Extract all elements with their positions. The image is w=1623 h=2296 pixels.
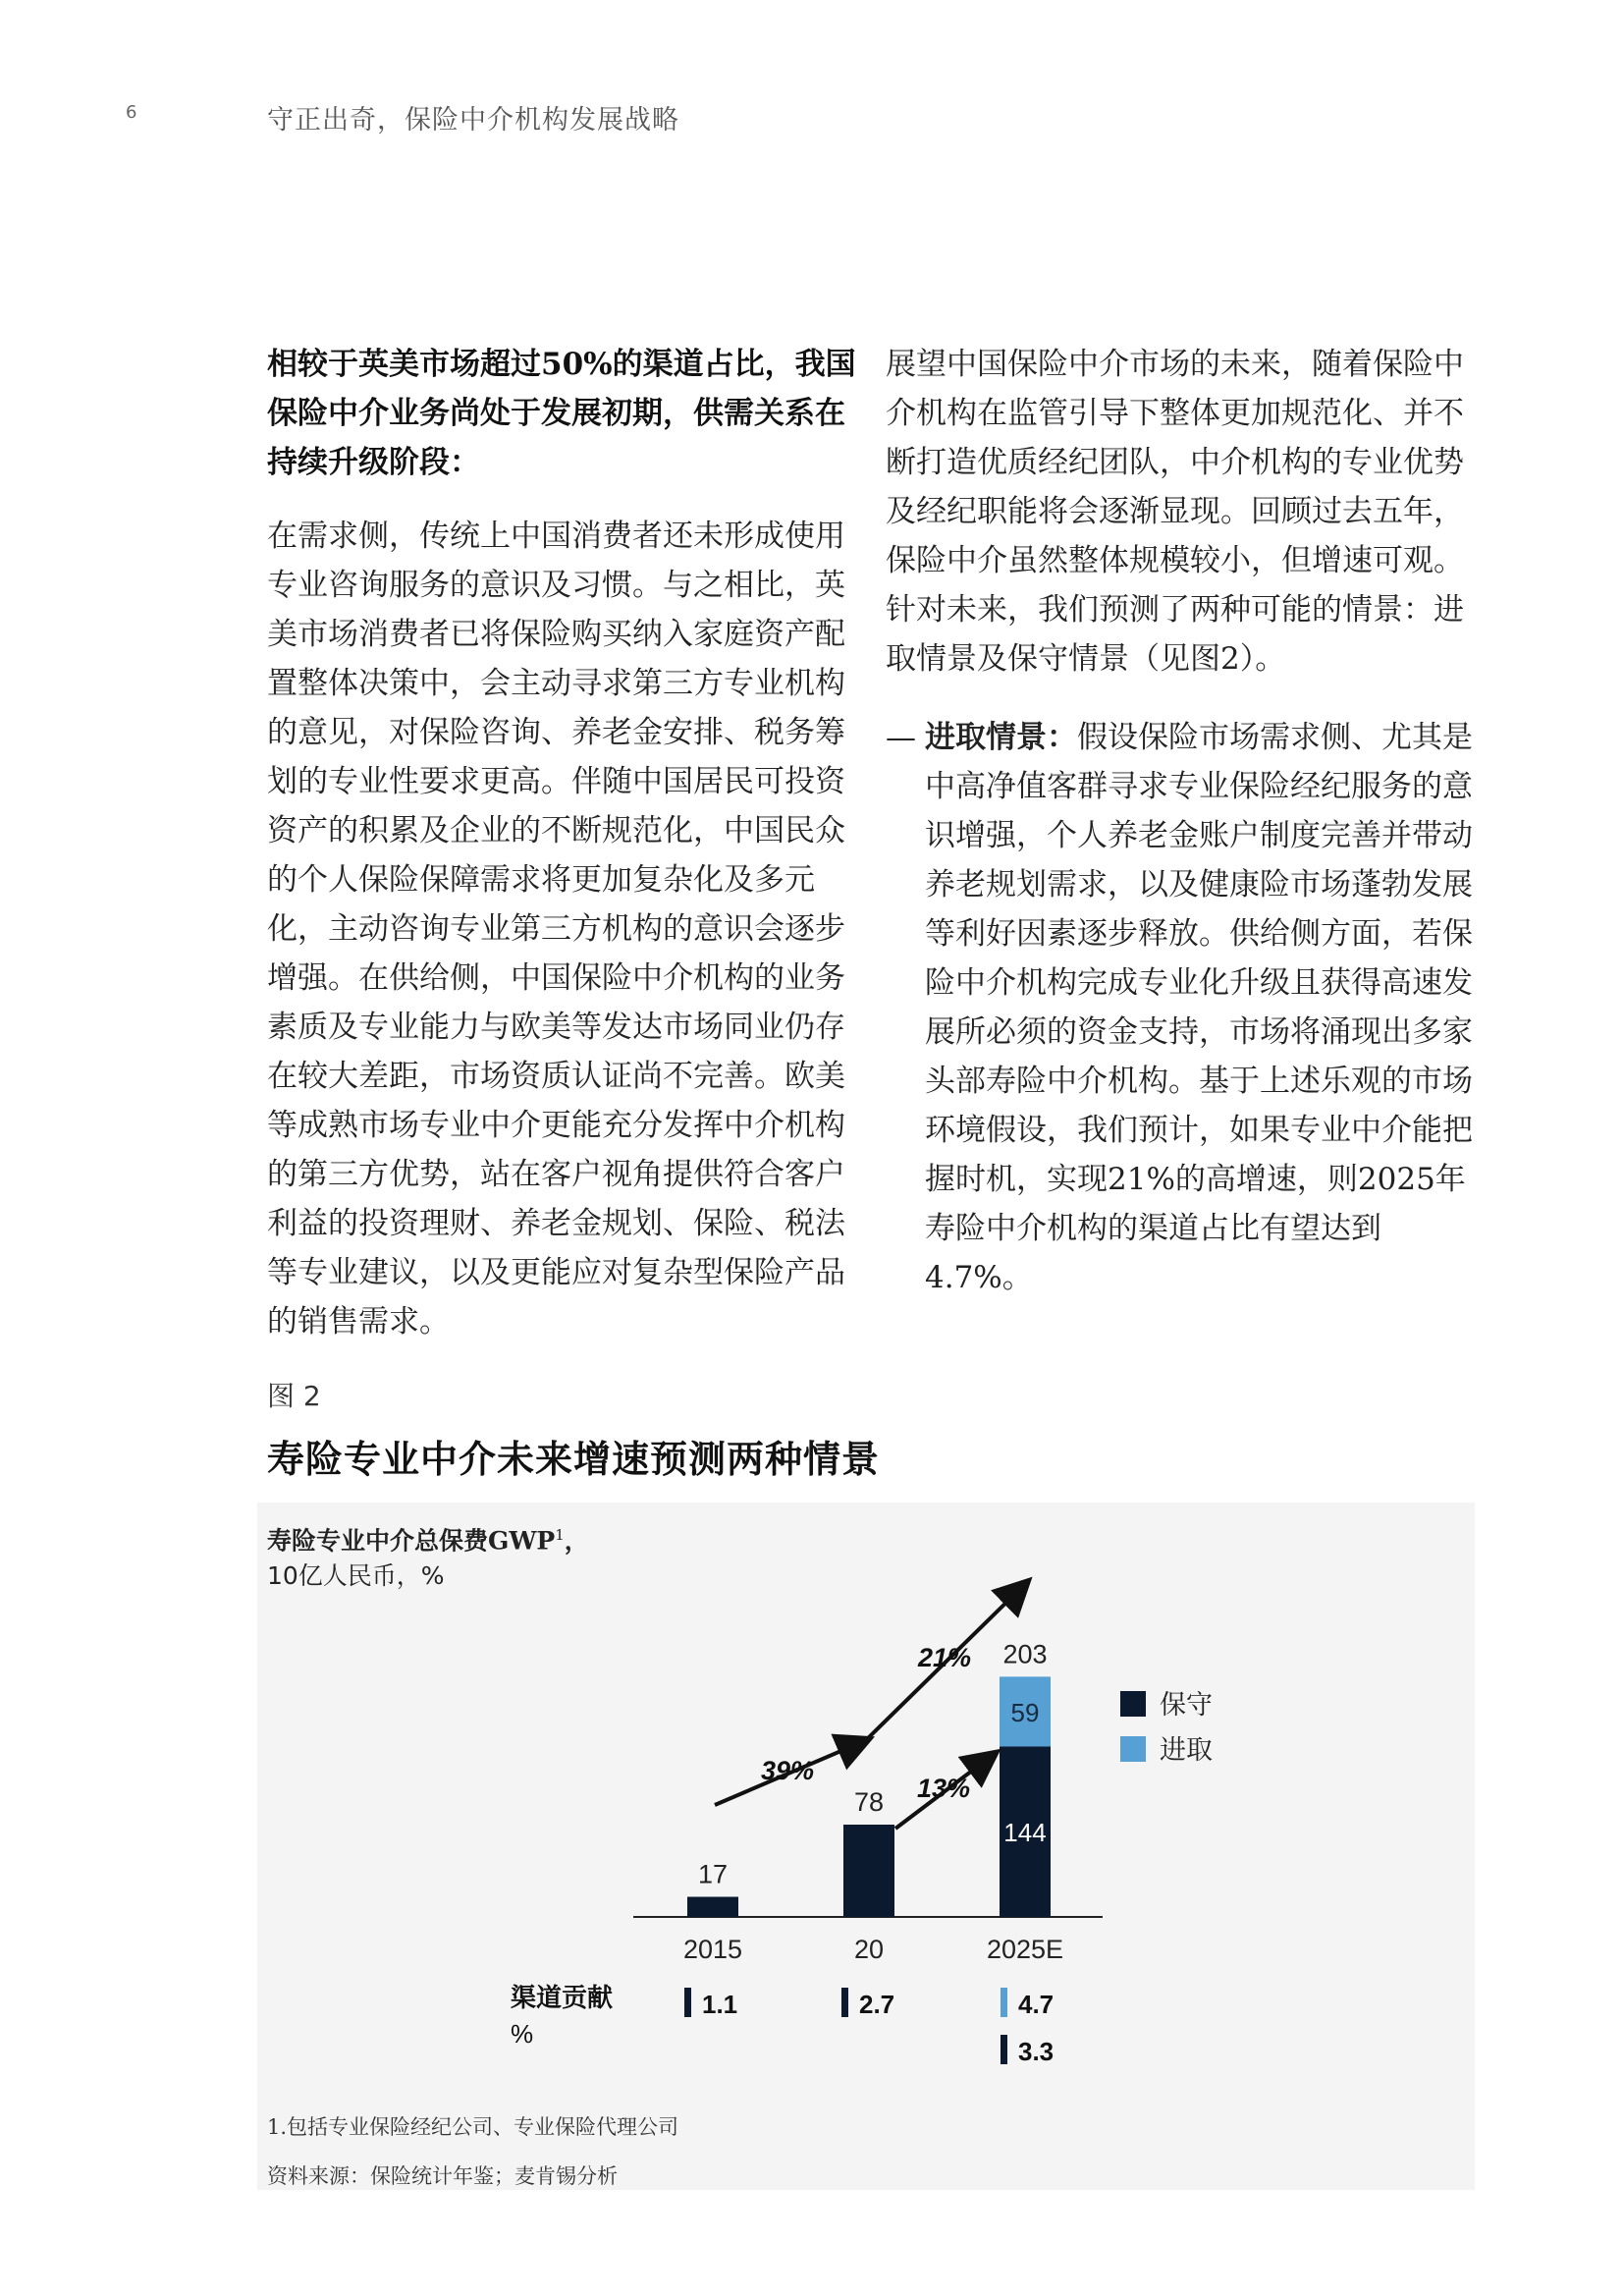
channel-marker <box>1001 2035 1007 2064</box>
bar-conservative-20 <box>843 1825 894 1917</box>
channel-value: 1.1 <box>702 1990 738 2019</box>
growth-label: 39% <box>761 1756 815 1785</box>
bullet-label: 进取情景： <box>925 720 1077 755</box>
page-number: 6 <box>126 102 137 123</box>
bar-total-label: 78 <box>853 1787 885 1818</box>
y-label-comma: ， <box>564 1526 589 1556</box>
legend-swatch-1 <box>1120 1736 1146 1762</box>
x-tick-label: 2025E <box>986 1935 1064 1964</box>
y-label-main: 寿险专业中介总保费GWP <box>267 1526 556 1556</box>
channel-marker <box>684 1988 691 2017</box>
figure-label: 图 2 <box>267 1380 321 1412</box>
bullet-text: 假设保险市场需求侧、尤其是中高净值客群寻求专业保险经纪服务的意识增强，个人养老金账户制度完善并带动养老规划需求，以及健康险市场蓬勃发展等利好因素逐步释放。供给侧方面，若保险中介机构完成专业化升级且获得高速发展所必须的资金支持，市场将涌现出多家头部寿险中介机构。基于上述乐观的市场环境假设，我们预计，如果专业中介能把握时机，实现21%的高增速，则2025年寿险中介机构的渠道占比有望达到4.7%。 <box>925 720 1473 1295</box>
y-label-footnote-marker: 1 <box>555 1526 565 1544</box>
channel-contribution-label: 渠道贡献 <box>511 1983 614 2012</box>
segment-label-conservative: 144 <box>1003 1818 1047 1848</box>
intro-paragraph: 展望中国保险中介市场的未来，随着保险中介机构在监管引导下整体更加规范化、并不断打造优质经纪团队，中介机构的专业优势及经纪职能将会逐渐显现。回顾过去五年，保险中介虽然整体规模较小，但增速可观。针对未来，我们预测了两种可能的情景：进取情景及保守情景（见图2）。 <box>886 347 1464 677</box>
bar-total-label: 17 <box>697 1859 729 1889</box>
channel-marker <box>841 1988 848 2017</box>
body-paragraph: 在需求侧，传统上中国消费者还未形成使用专业咨询服务的意识及习惯。与之相比，英美市场消费者已将保险购买纳入家庭资产配置整体决策中，会主动寻求第三方专业机构的意见，对保险咨询、养老金安排、税务筹划的专业性要求更高。伴随中国居民可投资资产的积累及企业的不断规范化，中国民众的个人保险保障需求将更加复杂化及多元化，主动咨询专业第三方机构的意识会逐步增强。在供给侧，中国保险中介机构的业务素质及专业能力与欧美等发达市场同业仍存在较大差距，市场资质认证尚不完善。欧美等成熟市场专业中介更能充分发挥中介机构的第三方优势，站在客户视角提供符合客户利益的投资理财、养老金规划、保险、税法等专业建议，以及更能应对复杂型保险产品的销售需求。 <box>267 519 845 1339</box>
x-tick-label: 20 <box>853 1935 885 1964</box>
lead-paragraph: 相较于英美市场超过50%的渠道占比，我国保险中介业务尚处于发展初期，供需关系在持续升级阶段： <box>267 347 856 480</box>
bullet-dash: — <box>886 720 916 755</box>
channel-marker <box>1001 1988 1007 2017</box>
channel-value: 3.3 <box>1018 2037 1055 2066</box>
x-tick-label: 2015 <box>682 1935 743 1964</box>
legend-label: 保守 <box>1160 1690 1213 1720</box>
source-note: 资料来源：保险统计年鉴；麦肯锡分析 <box>267 2164 618 2188</box>
bar-conservative-2015 <box>687 1897 738 1917</box>
channel-contribution-unit: % <box>511 2019 534 2049</box>
running-title: 守正出奇，保险中介机构发展战略 <box>267 105 679 136</box>
bar-total-label: 203 <box>1002 1639 1048 1669</box>
segment-label-aggressive: 59 <box>1010 1697 1040 1727</box>
growth-label: 21% <box>918 1643 972 1672</box>
channel-value: 2.7 <box>859 1990 895 2019</box>
footnote: 1.包括专业保险经纪公司、专业保险代理公司 <box>267 2115 679 2139</box>
channel-value: 4.7 <box>1018 1990 1055 2019</box>
y-label-unit: 10亿人民币，% <box>267 1561 445 1591</box>
legend-swatch-0 <box>1120 1691 1146 1717</box>
legend-label: 进取 <box>1160 1735 1213 1765</box>
growth-label: 13% <box>917 1774 971 1803</box>
figure-title: 寿险专业中介未来增速预测两种情景 <box>267 1437 881 1481</box>
